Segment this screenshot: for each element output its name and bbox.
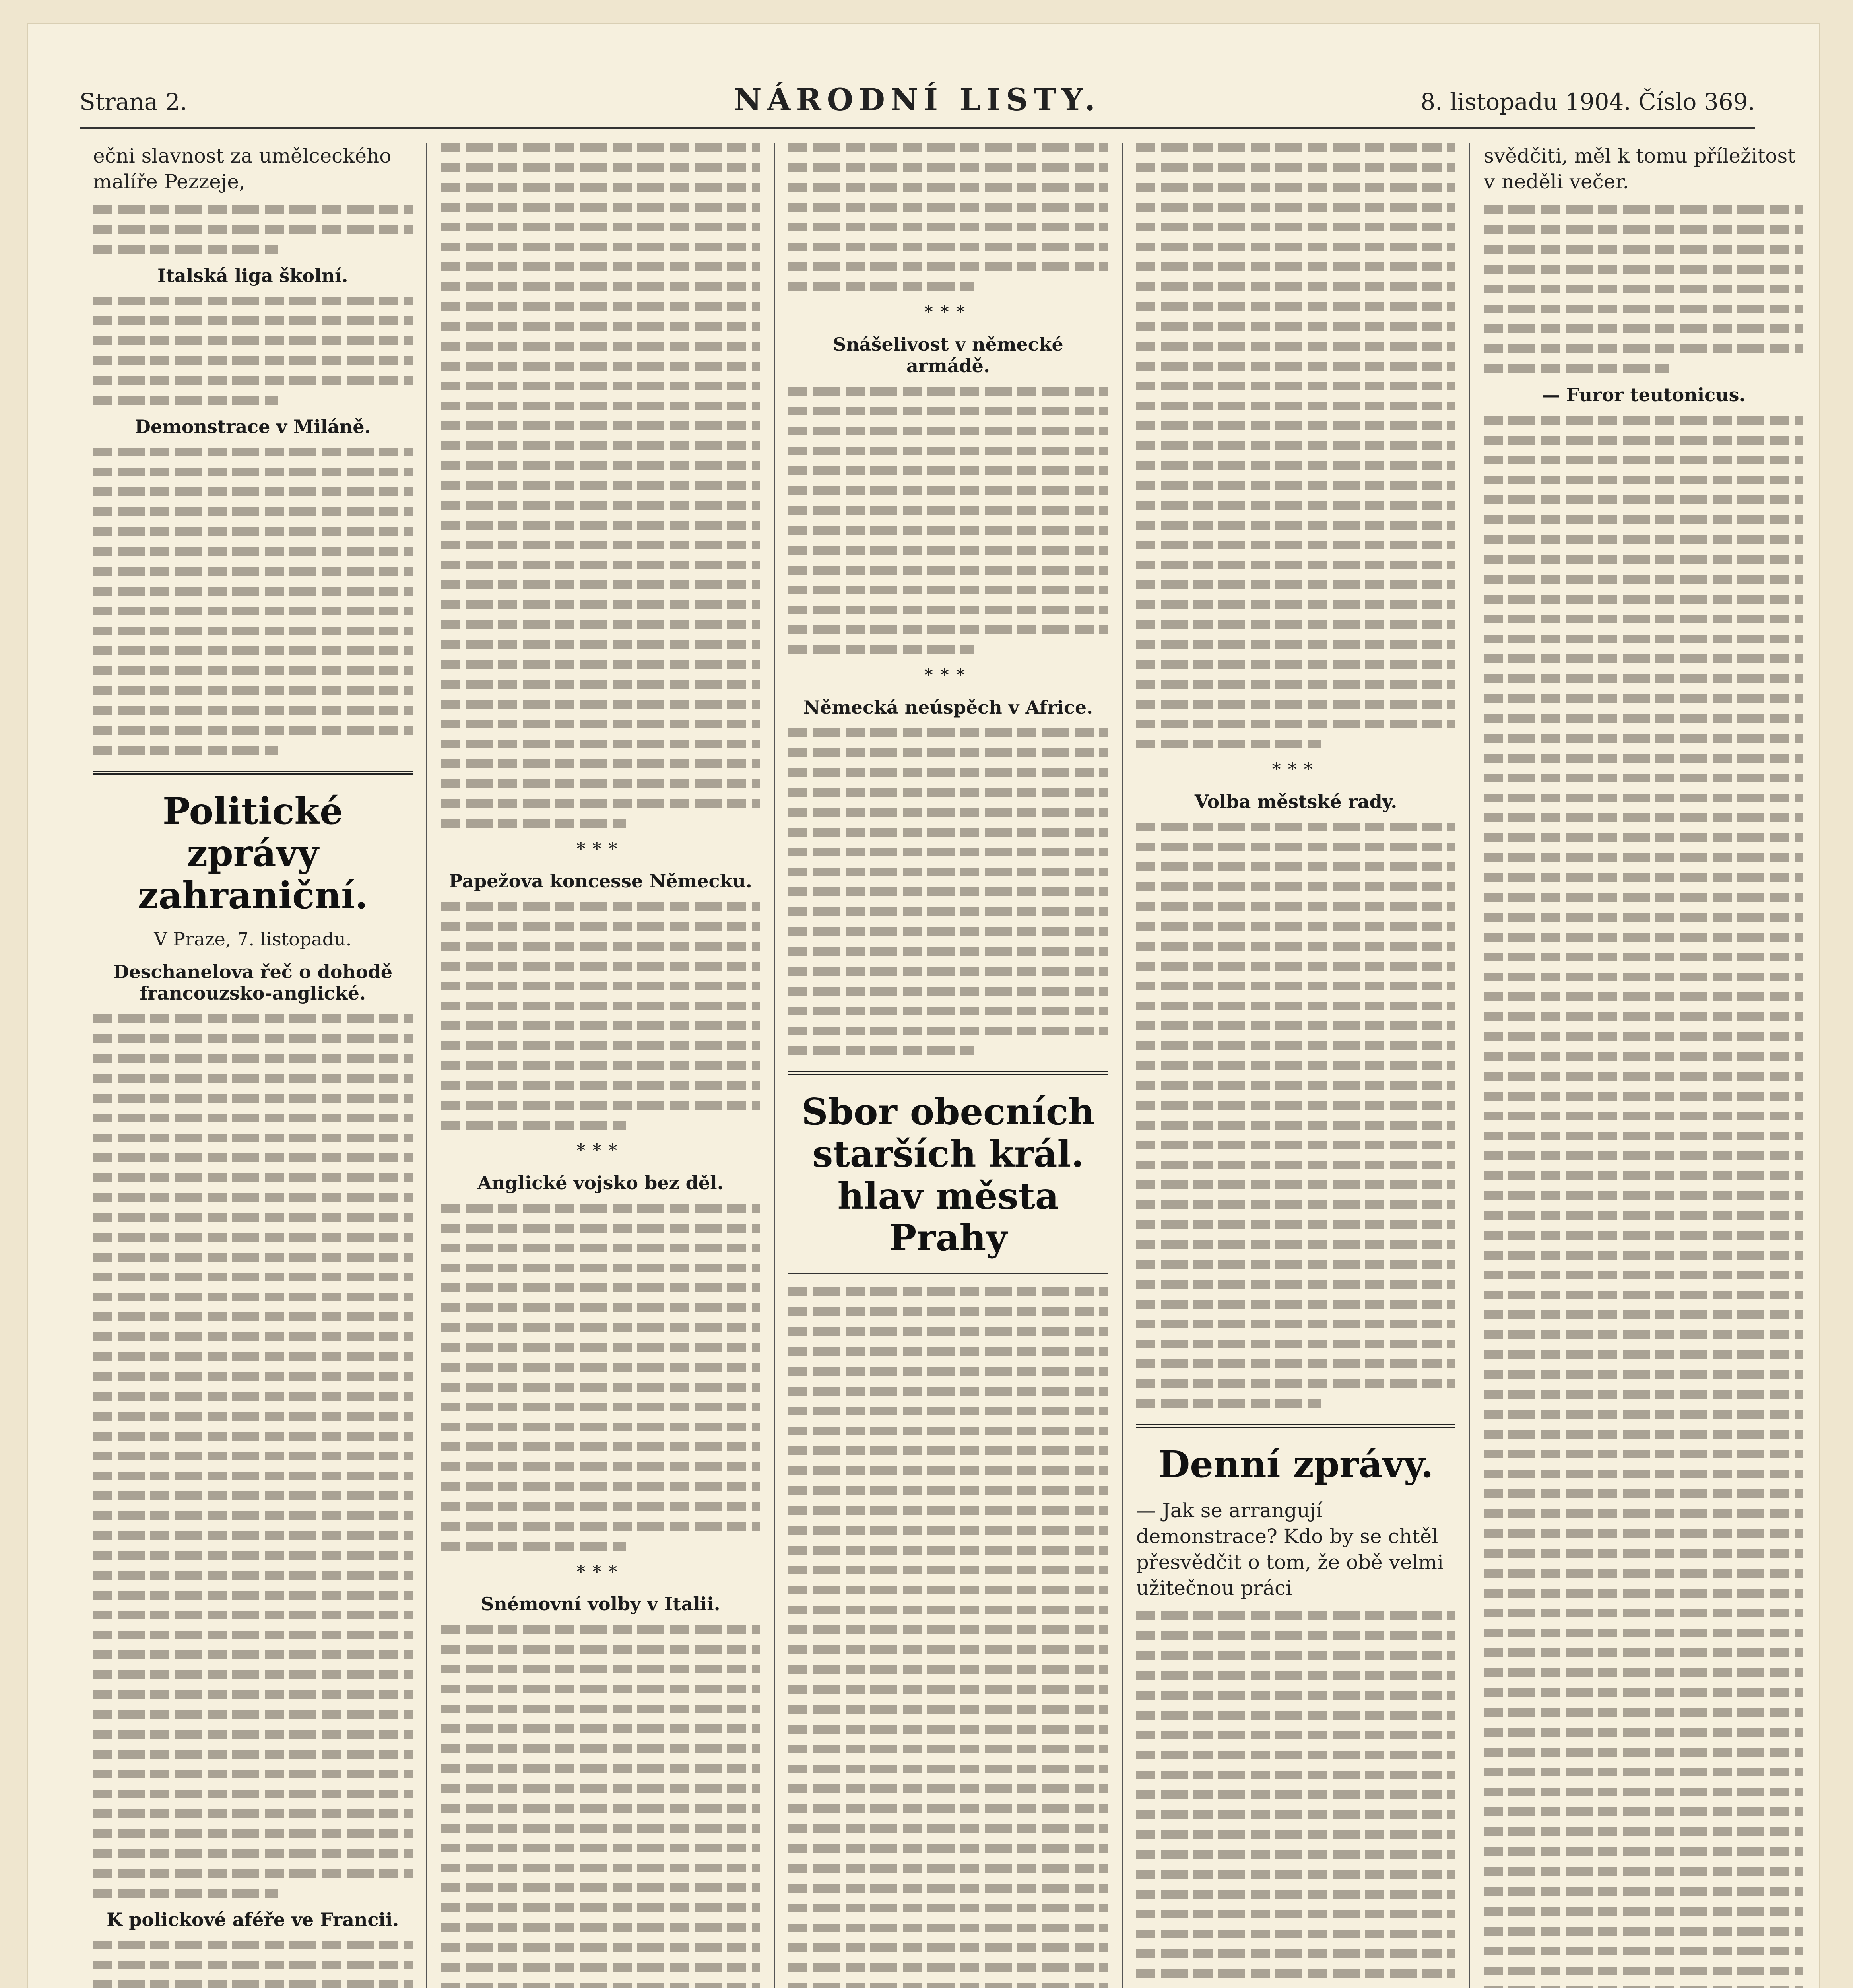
section-heading: Snášelivost v německé armádě. xyxy=(833,334,1063,377)
section-title: Sbor obecních starších král. hlav města Prahy xyxy=(801,1090,1095,1260)
section-heading: Demonstrace v Miláně. xyxy=(135,416,371,437)
column-2: *** Papežova koncesse Německu. *** Anglické vojsko bez děl. *** Snémovní volby v Italii. xyxy=(427,143,775,1988)
section-title: Politické zprávy zahraniční. xyxy=(138,790,368,917)
column-3: *** Snášelivost v německé armádě. *** Německá neúspěch v Africe. Sbor obecních starších král. hlav města Prahy xyxy=(775,143,1123,1988)
section-heading: Anglické vojsko bez děl. xyxy=(477,1172,724,1194)
section-heading: Snémovní volby v Italii. xyxy=(481,1593,720,1615)
masthead xyxy=(80,68,1755,129)
newspaper-title: NÁRODNÍ LISTY. xyxy=(734,82,1101,117)
page-number: Strana 2. xyxy=(80,88,188,115)
dateline: V Praze, 7. listopadu. xyxy=(154,928,352,950)
section-heading: Deschanelova řeč o dohodě francouzsko-anglické. xyxy=(113,961,392,1004)
section-heading: Italská liga školní. xyxy=(157,265,348,286)
lead-paragraph: — Jak se arrangují demonstrace? Kdo by se chtěl přesvědčit o tom, že obě velmi užitečnou práci xyxy=(1136,1499,1444,1600)
section-heading: — Furor teutonicus. xyxy=(1541,384,1746,406)
section-heading: K polickové aféře ve Francii. xyxy=(107,1909,399,1931)
issue-date: 8. listopadu 1904. Číslo 369. xyxy=(1420,88,1755,115)
column-intro: ečni slavnost za umělceckého malíře Pezzeje, xyxy=(93,144,392,193)
column-5 xyxy=(1470,143,1817,1988)
newspaper-page xyxy=(28,24,1819,1988)
section-title: Denní zprávy. xyxy=(1158,1443,1434,1486)
section-heading: Volba městské rady. xyxy=(1194,791,1397,812)
column-4: *** Volba městské rady. Denní zprávy. — Jak se arrangují demonstrace? Kdo by se chtěl přesvědčit o tom, že obě velmi užitečnou práci xyxy=(1123,143,1471,1988)
section-heading: Papežova koncesse Německu. xyxy=(448,870,752,892)
column-1 xyxy=(80,143,427,1988)
article-columns xyxy=(80,143,1817,1988)
column-intro: svědčiti, měl k tomu příležitost v neděli večer. xyxy=(1484,144,1796,193)
section-heading: Německá neúspěch v Africe. xyxy=(803,697,1093,718)
